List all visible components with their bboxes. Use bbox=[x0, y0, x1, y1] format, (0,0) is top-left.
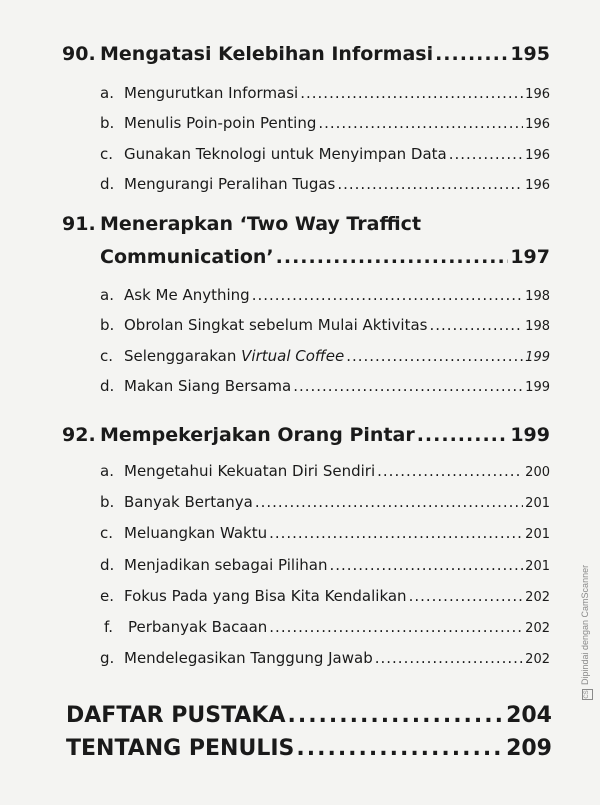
dot-leader bbox=[429, 316, 523, 334]
toc-heading-90 bbox=[62, 43, 550, 65]
entry-letter: b. bbox=[100, 316, 115, 334]
section-title: Mempekerjakan Orang Pintar bbox=[100, 424, 415, 446]
back-matter-title: TENTANG PENULIS bbox=[66, 736, 295, 761]
toc-entry bbox=[100, 493, 550, 511]
entry-letter: f. bbox=[104, 618, 113, 636]
entry-letter: b. bbox=[100, 114, 115, 132]
page-number: 196 bbox=[525, 148, 550, 163]
watermark-text: Dipindai dengan CamScanner bbox=[580, 564, 590, 685]
entry-text: Obrolan Singkat sebelum Mulai Aktivitas bbox=[124, 316, 428, 334]
entry-letter: c. bbox=[100, 347, 114, 365]
toc-tentang-penulis bbox=[66, 736, 552, 761]
dot-leader bbox=[375, 649, 523, 667]
page-number: 196 bbox=[525, 87, 550, 102]
entry-text: Mengurangi Peralihan Tugas bbox=[124, 175, 336, 193]
entry-letter: g. bbox=[100, 649, 115, 667]
toc-entry bbox=[100, 556, 550, 574]
entry-text: Gunakan Teknologi untuk Menyimpan Data bbox=[124, 145, 447, 163]
camscanner-logo-icon: CS bbox=[582, 689, 593, 700]
dot-leader bbox=[269, 524, 523, 542]
page-number: 199 bbox=[510, 424, 550, 446]
page-number: 198 bbox=[525, 319, 550, 334]
entry-letter: d. bbox=[100, 175, 115, 193]
section-number: 91. bbox=[62, 213, 96, 235]
section-title-continued: Communication’ bbox=[100, 246, 274, 268]
entry-letter: d. bbox=[100, 377, 115, 395]
entry-letter: a. bbox=[100, 84, 114, 102]
entry-letter: c. bbox=[100, 145, 114, 163]
toc-entry bbox=[100, 114, 550, 132]
entry-text: Ask Me Anything bbox=[124, 286, 250, 304]
scanner-watermark bbox=[580, 565, 593, 700]
dot-leader bbox=[296, 736, 504, 761]
toc-entry bbox=[100, 175, 550, 193]
toc-entry bbox=[100, 377, 550, 395]
page-number: 201 bbox=[525, 527, 550, 542]
toc-entry bbox=[100, 649, 550, 667]
page-number: 196 bbox=[525, 117, 550, 132]
toc-heading-91-line1 bbox=[62, 213, 550, 235]
toc-entry bbox=[100, 84, 550, 102]
dot-leader bbox=[417, 424, 509, 446]
entry-text: Makan Siang Bersama bbox=[124, 377, 292, 395]
entry-letter: a. bbox=[100, 462, 114, 480]
entry-text: Menulis Poin-poin Penting bbox=[124, 114, 317, 132]
page-number: 201 bbox=[525, 496, 550, 511]
dot-leader bbox=[337, 175, 523, 193]
page-number: 200 bbox=[525, 465, 550, 480]
entry-text: Perbanyak Bacaan bbox=[128, 618, 268, 636]
toc-entry bbox=[104, 618, 550, 636]
page-number: 199 bbox=[525, 380, 550, 395]
dot-leader bbox=[318, 114, 523, 132]
entry-letter: b. bbox=[100, 493, 115, 511]
page-number: 197 bbox=[510, 246, 550, 268]
toc-entry bbox=[100, 347, 550, 365]
dot-leader bbox=[449, 145, 523, 163]
page-number: 202 bbox=[525, 652, 550, 667]
toc-entry bbox=[100, 524, 550, 542]
toc-heading-91-line2 bbox=[100, 246, 550, 268]
toc-daftar-pustaka bbox=[66, 703, 552, 728]
dot-leader bbox=[269, 618, 523, 636]
dot-leader bbox=[252, 286, 523, 304]
dot-leader bbox=[377, 462, 523, 480]
page-number: 201 bbox=[525, 559, 550, 574]
section-title: Menerapkan ‘Two Way Traffict bbox=[100, 213, 422, 235]
dot-leader bbox=[300, 84, 523, 102]
dot-leader bbox=[409, 587, 524, 605]
entry-letter: c. bbox=[100, 524, 114, 542]
toc-entry bbox=[100, 286, 550, 304]
page-number: 209 bbox=[506, 736, 552, 761]
back-matter-title: DAFTAR PUSTAKA bbox=[66, 703, 286, 728]
section-title: Mengatasi Kelebihan Informasi bbox=[100, 43, 434, 65]
entry-text-italic: Virtual Coffee bbox=[241, 347, 345, 365]
entry-text: Mengurutkan Informasi bbox=[124, 84, 299, 102]
entry-text: Menjadikan sebagai Pilihan bbox=[124, 556, 328, 574]
page-number: 195 bbox=[510, 43, 550, 65]
page-number: 202 bbox=[525, 590, 550, 605]
entry-text: Selenggarakan bbox=[124, 347, 242, 365]
toc-heading-92 bbox=[62, 424, 550, 446]
page-number: 199 bbox=[525, 350, 550, 365]
dot-leader bbox=[346, 347, 523, 365]
section-number: 92. bbox=[62, 424, 96, 446]
entry-letter: d. bbox=[100, 556, 115, 574]
toc-entry bbox=[100, 462, 550, 480]
toc-entry bbox=[100, 587, 550, 605]
entry-text: Meluangkan Waktu bbox=[124, 524, 268, 542]
toc-entry bbox=[100, 316, 550, 334]
entry-letter: e. bbox=[100, 587, 114, 605]
entry-text: Fokus Pada yang Bisa Kita Kendalikan bbox=[124, 587, 407, 605]
dot-leader bbox=[276, 246, 509, 268]
page-number: 196 bbox=[525, 178, 550, 193]
entry-text: Banyak Bertanya bbox=[124, 493, 253, 511]
dot-leader bbox=[435, 43, 508, 65]
entry-letter: a. bbox=[100, 286, 114, 304]
toc-entry bbox=[100, 145, 550, 163]
page-number: 204 bbox=[506, 703, 552, 728]
dot-leader bbox=[255, 493, 523, 511]
entry-text: Mendelegasikan Tanggung Jawab bbox=[124, 649, 373, 667]
dot-leader bbox=[287, 703, 504, 728]
section-number: 90. bbox=[62, 43, 96, 65]
dot-leader bbox=[329, 556, 523, 574]
dot-leader bbox=[293, 377, 523, 395]
entry-text: Mengetahui Kekuatan Diri Sendiri bbox=[124, 462, 376, 480]
page-number: 202 bbox=[525, 621, 550, 636]
page-number: 198 bbox=[525, 289, 550, 304]
